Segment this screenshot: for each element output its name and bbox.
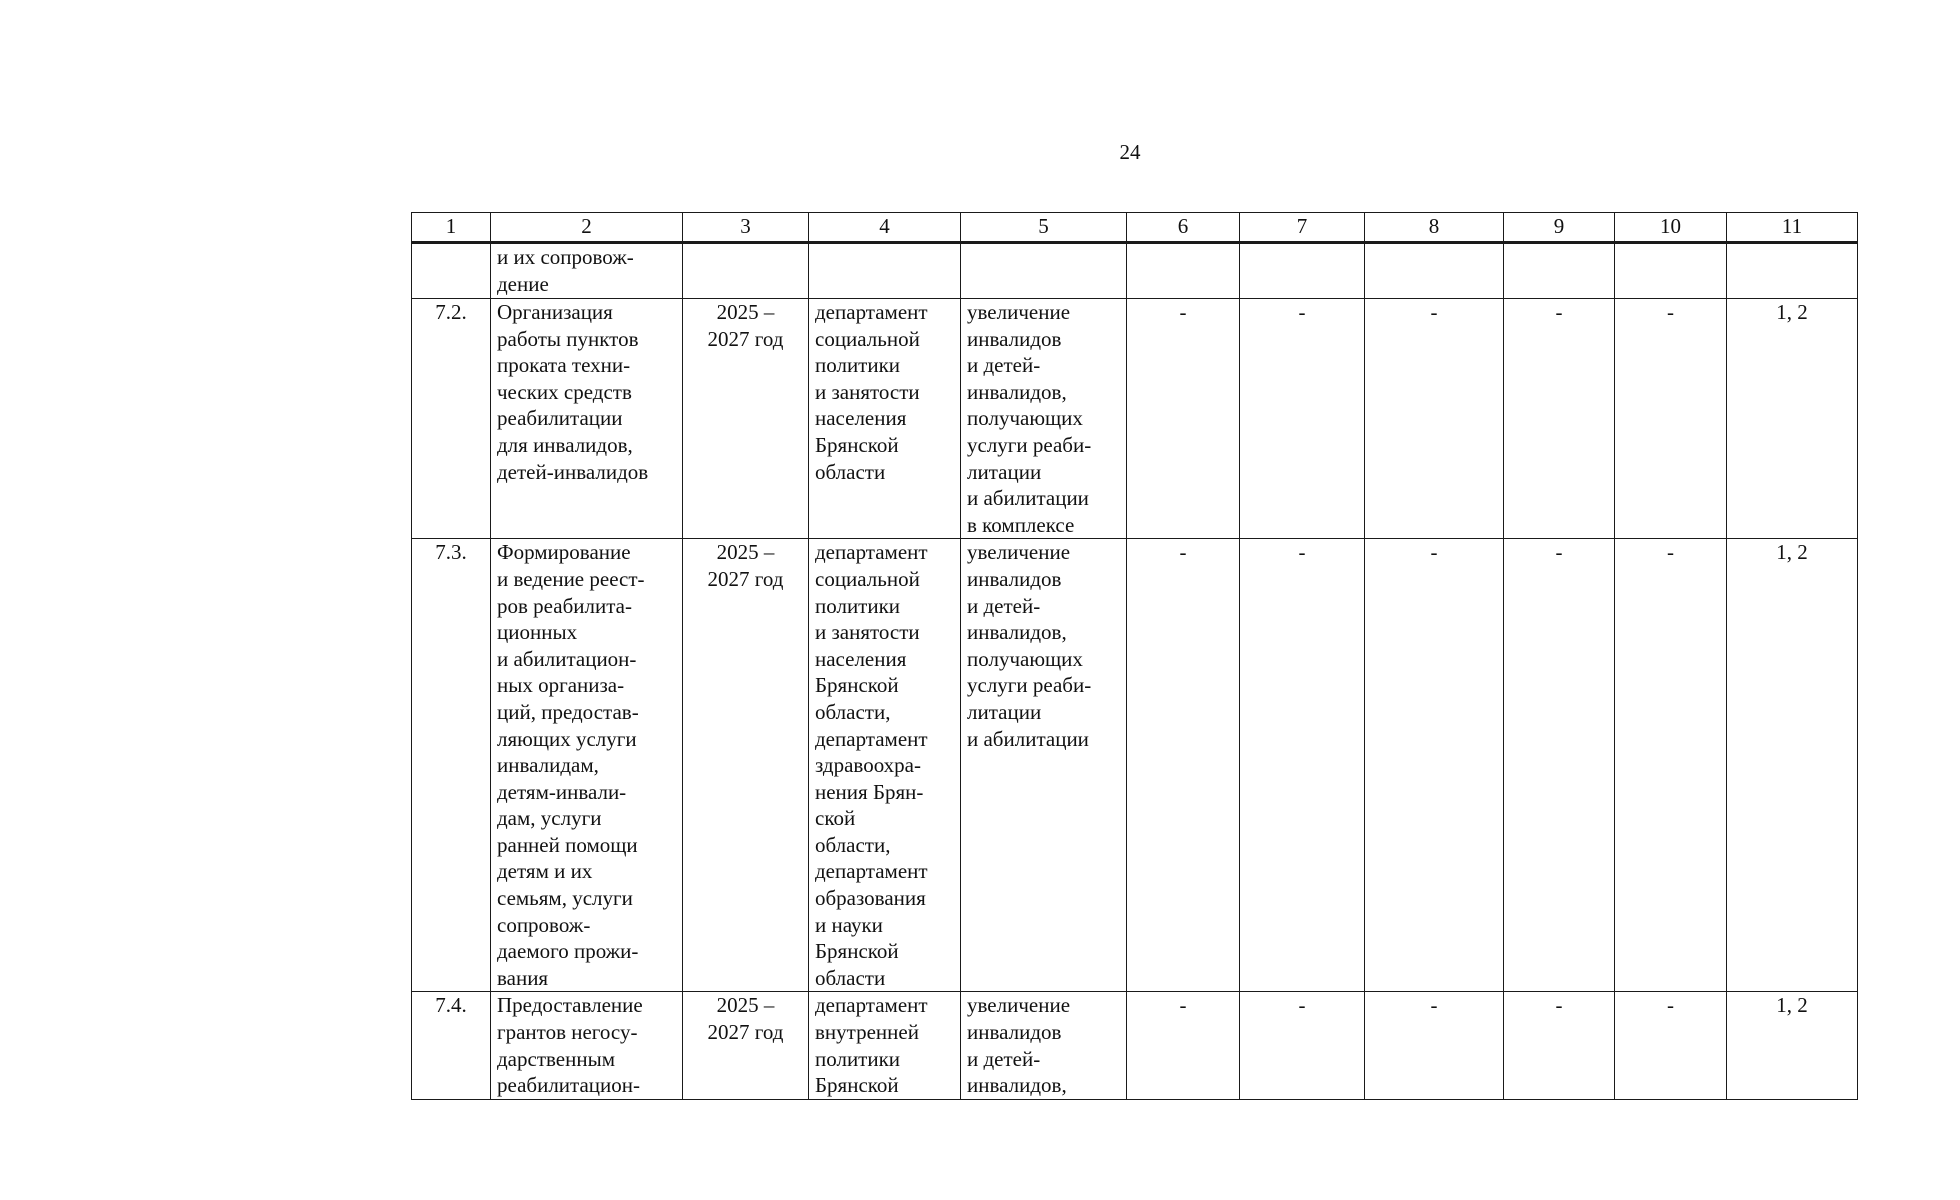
column-number-row — [412, 213, 1858, 243]
measure-executor: департамент социальной политики и занятости населения Брянской области, департамент здравоохра- нения Брян- ской области, департамент образования и науки Брянской области — [815, 540, 928, 990]
col-header-2: 2 — [491, 213, 683, 243]
value-col-8: - — [1365, 539, 1504, 992]
row-number — [412, 243, 491, 299]
measure-name: Предоставление грантов негосу- дарственным реабилитацион- — [497, 993, 643, 1098]
funding-source: 1, 2 — [1727, 299, 1858, 539]
col-header-1: 1 — [412, 213, 491, 243]
value-col-9 — [1504, 243, 1615, 299]
measure-executor: департамент внутренней политики Брянской — [815, 993, 928, 1098]
value-col-8: - — [1365, 299, 1504, 539]
value-col-8 — [1365, 243, 1504, 299]
value-col-9: - — [1504, 992, 1615, 1099]
col-header-10: 10 — [1615, 213, 1727, 243]
col-header-9: 9 — [1504, 213, 1615, 243]
row-number: 7.3. — [412, 539, 491, 992]
value-col-6: - — [1127, 992, 1240, 1099]
value-col-7: - — [1240, 992, 1365, 1099]
value-col-10: - — [1615, 299, 1727, 539]
measure-result: увеличение инвалидов и детей- инвалидов, — [967, 993, 1071, 1098]
table-row — [412, 539, 1858, 992]
table-row — [412, 243, 1858, 299]
measures-table — [411, 212, 1858, 1100]
measure-name: Формирование и ведение реест- ров реабилита- ционных и абилитацион- ных организа- ций, предостав- ляющих услуги инвалидам, детям-инвали- дам, услуги ранней помощи детям и их семьям, услуги сопровож- даемого прожи- вания — [497, 540, 645, 990]
value-col-6 — [1127, 243, 1240, 299]
value-col-6: - — [1127, 539, 1240, 992]
col-header-7: 7 — [1240, 213, 1365, 243]
table-row — [412, 992, 1858, 1099]
measure-term: 2025 – 2027 год — [707, 993, 784, 1045]
col-header-6: 6 — [1127, 213, 1240, 243]
measure-term: 2025 – 2027 год — [707, 300, 784, 351]
funding-source: 1, 2 — [1727, 539, 1858, 992]
measure-name: Организация работы пунктов проката техни- ческих средств реабилитации для инвалидов, детей-инвалидов — [497, 300, 649, 484]
funding-source — [1727, 243, 1858, 299]
page-number: 24 — [1119, 140, 1141, 164]
value-col-7 — [1240, 243, 1365, 299]
col-header-3: 3 — [683, 213, 809, 243]
value-col-9: - — [1504, 299, 1615, 539]
value-col-6: - — [1127, 299, 1240, 539]
value-col-7: - — [1240, 299, 1365, 539]
value-col-10 — [1615, 243, 1727, 299]
col-header-11: 11 — [1727, 213, 1858, 243]
row-number: 7.2. — [412, 299, 491, 539]
col-header-5: 5 — [961, 213, 1127, 243]
value-col-10: - — [1615, 992, 1727, 1099]
row-number: 7.4. — [412, 992, 491, 1099]
value-col-8: - — [1365, 992, 1504, 1099]
col-header-8: 8 — [1365, 213, 1504, 243]
table-row — [412, 299, 1858, 539]
measure-result: увеличение инвалидов и детей- инвалидов, получающих услуги реаби- литации и абилитации — [967, 540, 1092, 751]
measure-term: 2025 – 2027 год — [707, 540, 784, 591]
value-col-7: - — [1240, 539, 1365, 992]
col-header-4: 4 — [809, 213, 961, 243]
measure-name: и их сопровож- дение — [497, 245, 634, 296]
value-col-9: - — [1504, 539, 1615, 992]
measure-result: увеличение инвалидов и детей- инвалидов, получающих услуги реаби- литации и абилитации в комплексе — [967, 300, 1092, 537]
value-col-10: - — [1615, 539, 1727, 992]
measure-executor: департамент социальной политики и занятости населения Брянской области — [815, 300, 928, 484]
funding-source: 1, 2 — [1727, 992, 1858, 1099]
